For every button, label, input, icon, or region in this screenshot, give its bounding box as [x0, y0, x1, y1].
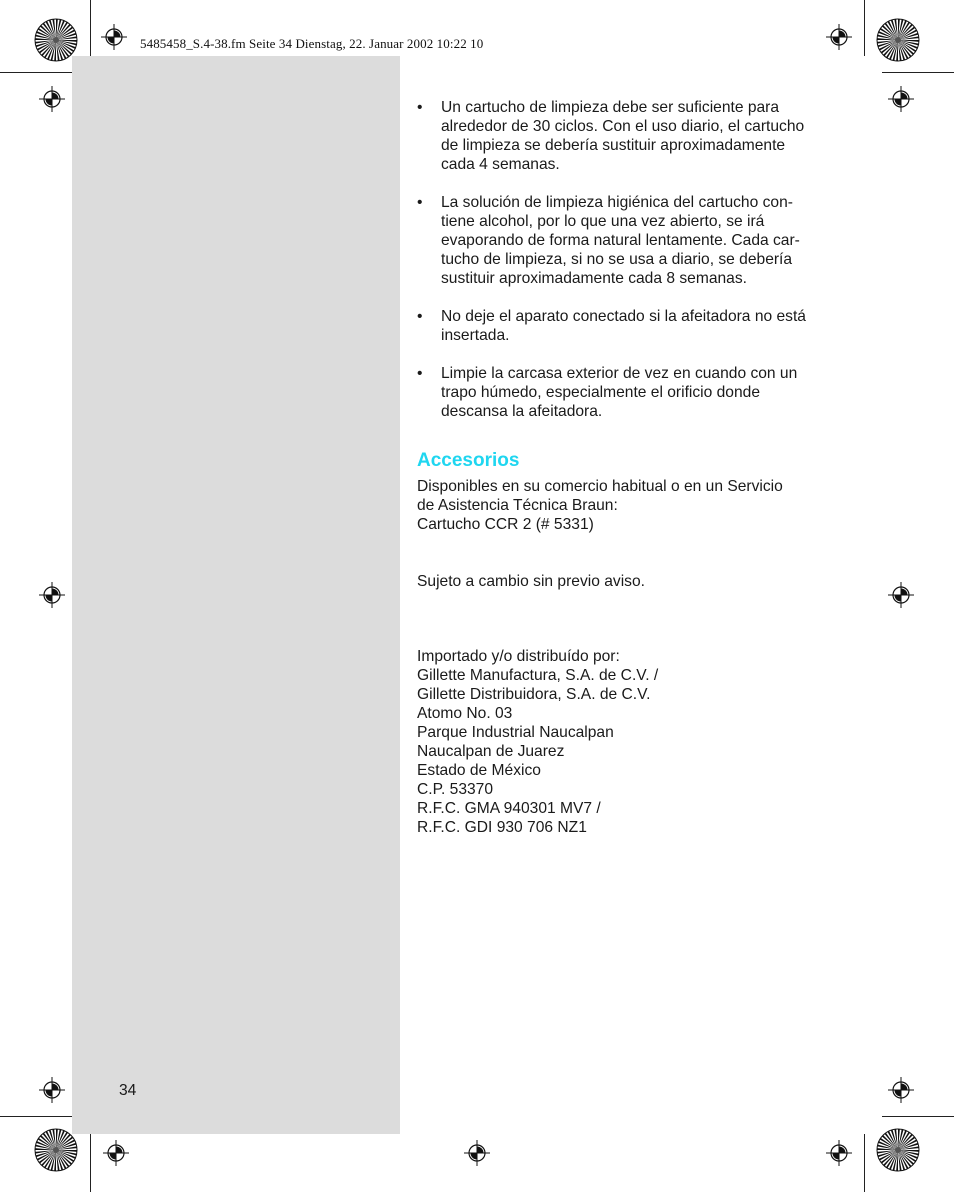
crop-line [864, 0, 865, 56]
text-line: • La solución de limpieza higiénica del cartucho con- [441, 194, 793, 211]
text-line: C.P. 53370 [417, 781, 494, 798]
text-line: Parque Industrial Naucalpan [417, 724, 614, 741]
gray-side-panel [72, 56, 400, 1134]
text-line: evaporando de forma natural lentamente. Cada car- [441, 232, 800, 249]
registration-mark-icon [888, 86, 914, 112]
registration-mark-icon [101, 24, 127, 50]
text-line: Disponibles en su comercio habitual o en un Servicio [417, 478, 783, 495]
color-calibration-wheel-icon [34, 18, 78, 62]
print-slug-line: 5485458_S.4-38.fm Seite 34 Dienstag, 22. Januar 2002 10:22 10 [140, 36, 484, 51]
registration-mark-icon [39, 1077, 65, 1103]
text-line: tiene alcohol, por lo que una vez abierto, se irá [441, 213, 765, 230]
crop-line [882, 1116, 954, 1117]
text-line: Atomo No. 03 [417, 705, 513, 722]
registration-mark-icon [888, 582, 914, 608]
text-line: Estado de México [417, 762, 541, 779]
registration-mark-icon [464, 1140, 490, 1166]
accessories-heading: Accesorios [417, 450, 520, 471]
crop-line [882, 72, 954, 73]
text-line: • Un cartucho de limpieza debe ser suficiente para [441, 99, 780, 116]
maintenance-bullet-list [417, 98, 837, 421]
importer-address [417, 647, 837, 837]
bullet-item-cleaning-solution [417, 193, 837, 288]
crop-line [0, 72, 72, 73]
text-line: cada 4 semanas. [441, 156, 560, 173]
text-line: R.F.C. GDI 930 706 NZ1 [417, 819, 587, 836]
text-line: • No deje el aparato conectado si la afeitadora no está [441, 308, 806, 325]
text-line: Importado y/o distribuído por: [417, 648, 620, 665]
crop-line [0, 1116, 72, 1117]
text-line: R.F.C. GMA 940301 MV7 / [417, 800, 601, 817]
text-line: Gillette Manufactura, S.A. de C.V. / [417, 667, 659, 684]
bullet-item-clean-housing [417, 364, 837, 421]
registration-mark-icon [39, 86, 65, 112]
bullet-item-disconnect [417, 307, 837, 345]
text-line: descansa la afeitadora. [441, 403, 603, 420]
page-number: 34 [119, 1082, 137, 1099]
text-line: de Asistencia Técnica Braun: [417, 497, 618, 514]
text-line: sustituir aproximadamente cada 8 semanas. [441, 270, 747, 287]
text-line: Gillette Distribuidora, S.A. de C.V. [417, 686, 651, 703]
registration-mark-icon [888, 1077, 914, 1103]
bullet-item-cartridge-cycles [417, 98, 837, 174]
text-line: • Limpie la carcasa exterior de vez en cuando con un [441, 365, 798, 382]
accessories-text [417, 477, 837, 534]
color-calibration-wheel-icon [876, 1128, 920, 1172]
crop-line [90, 0, 91, 56]
crop-line [90, 1134, 91, 1192]
registration-mark-icon [826, 1140, 852, 1166]
text-line: Naucalpan de Juarez [417, 743, 565, 760]
registration-mark-icon [103, 1140, 129, 1166]
color-calibration-wheel-icon [34, 1128, 78, 1172]
text-line: alrededor de 30 ciclos. Con el uso diario, el cartucho [441, 118, 805, 135]
text-line: tucho de limpieza, si no se usa a diario, se debería [441, 251, 793, 268]
color-calibration-wheel-icon [876, 18, 920, 62]
crop-line [864, 1134, 865, 1192]
main-content [417, 98, 837, 837]
text-line: trapo húmedo, especialmente el orificio donde [441, 384, 761, 401]
change-notice: Sujeto a cambio sin previo aviso. [417, 573, 645, 590]
registration-mark-icon [39, 582, 65, 608]
text-line: insertada. [441, 327, 510, 344]
registration-mark-icon [826, 24, 852, 50]
text-line: de limpieza se debería sustituir aproximadamente [441, 137, 786, 154]
text-line: Cartucho CCR 2 (# 5331) [417, 516, 594, 533]
